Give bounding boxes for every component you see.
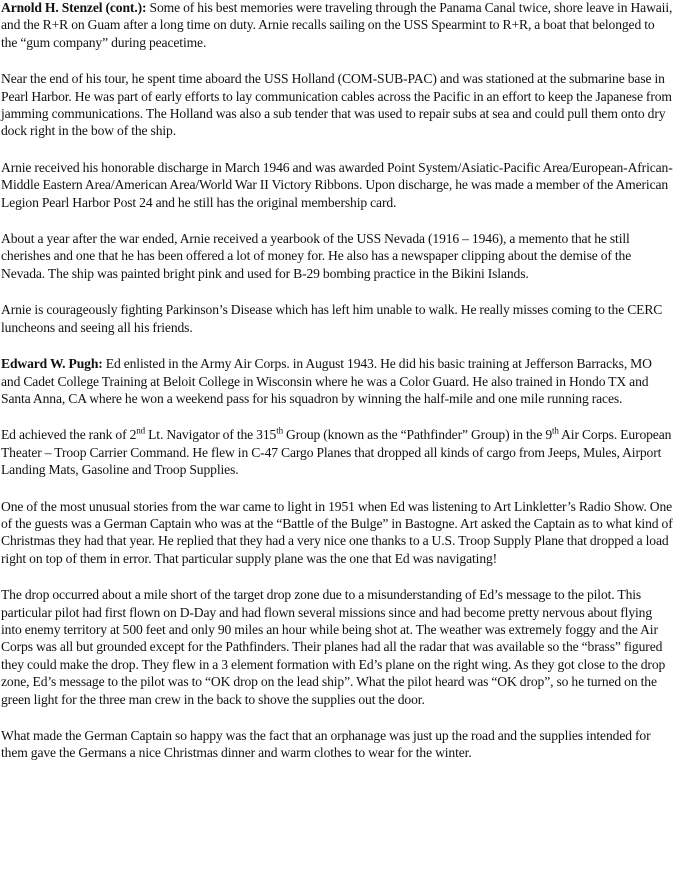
ordinal-superscript: nd: [136, 425, 146, 436]
paragraph-text: Ed enlisted in the Army Air Corps. in August 1943. He did his basic training at Jefferson Barracks, MO and Cadet College Training at Beloit College in Wisconsin where he was a Color Guard. He also trained in Hondo TX and Santa Anna, CA where he won a weekend pass for his squadron by winning the half-mile and one mile running races.: [1, 356, 652, 406]
paragraph-text: Air Corps. European Theater – Troop Carrier Command. He flew in C-47 Cargo Planes that dropped all kinds of cargo from Jeeps, Mules, Airport Landing Mats, Gasoline and Troop Supplies.: [1, 427, 672, 478]
person-name-stenzel: Arnold H. Stenzel (cont.):: [1, 0, 147, 15]
paragraph-discharge: [1, 159, 673, 211]
paragraph-uss-nevada-yearbook: [1, 230, 673, 282]
paragraph-parkinsons: [1, 301, 673, 336]
person-name-pugh: Edward W. Pugh:: [1, 356, 103, 372]
paragraph-text: Arnie is courageously fighting Parkinson’s Disease which has left him unable to walk. He really misses coming to the CERC luncheons and seeing all his friends.: [1, 302, 663, 335]
paragraph-text: Ed achieved the rank of 2: [1, 427, 137, 443]
paragraph-text: Arnie received his honorable discharge in March 1946 and was awarded Point System/Asiatic-Pacific Area/European-African-Middle Eastern Area/American Area/World War II Victory Ribbons. Upon discharge, he was made a member of the American Legion Pearl Harbor Post 24 and he still has the original membership card.: [1, 159, 673, 210]
ordinal-superscript: th: [552, 425, 559, 436]
paragraph-the-drop: [1, 586, 673, 708]
paragraph-pugh-rank: [1, 426, 673, 478]
paragraph-pugh-enlistment: [1, 355, 673, 407]
ordinal-superscript: th: [276, 425, 283, 436]
paragraph-radio-show-story: [1, 498, 673, 568]
paragraph-text: One of the most unusual stories from the war came to light in 1951 when Ed was listening to Art Linkletter’s Radio Show. One of the guests was a German Captain who was at the “Battle of the Bulge” in Bastogne. Art asked the Captain as to what kind of Christmas they had that year. He replied that they had a very nice one thanks to a U.S. Troop Supply Plane that dropped a load right on top of them in error. That particular supply plane was the one that Ed was navigating!: [1, 498, 673, 566]
paragraph-text: Lt. Navigator of the 315: [145, 427, 277, 443]
paragraph-uss-holland: [1, 70, 673, 140]
paragraph-orphanage: [1, 727, 673, 762]
paragraph-stenzel-memories: [1, 0, 673, 51]
paragraph-text: Some of his best memories were traveling through the Panama Canal twice, shore leave in Hawaii, and the R+R on Guam after a long time on duty. Arnie recalls sailing on the USS Spearmint to R+R, a boat that belonged to the “gum company” during peacetime.: [1, 0, 673, 50]
paragraph-text: Near the end of his tour, he spent time aboard the USS Holland (COM-SUB-PAC) and was stationed at the submarine base in Pearl Harbor. He was part of early efforts to lay communication cables across the Pacific in an effort to keep the Japanese from jamming communications. The Holland was also a sub tender that was used to repair subs at sea and could pull them onto dry dock right in the bow of the ship.: [1, 71, 672, 139]
paragraph-text: What made the German Captain so happy was the fact that an orphanage was just up the road and the supplies intended for them gave the Germans a nice Christmas dinner and warm clothes to wear for the winter.: [1, 728, 651, 761]
paragraph-text: Group (known as the “Pathfinder” Group) in the 9: [282, 427, 553, 443]
paragraph-text: The drop occurred about a mile short of the target drop zone due to a misunderstanding of Ed’s message to the pilot. This particular pilot had first flown on D-Day and had flown several missions since and had become pretty nervous about flying into enemy territory at 500 feet and only 90 miles an hour while being shot at. The weather was extremely foggy and the Air Corps was all but grounded except for the Pathfinders. Their planes had all the radar that was available so the “brass” figured they could make the drop. They flew in a 3 element formation with Ed’s plane on the right wing. As they got close to the drop zone, Ed’s message to the pilot was to “OK drop on the lead ship”. What the pilot heard was “OK drop”, so he turned on the green light for the three man crew in the back to shove the supplies out the door.: [1, 587, 666, 707]
paragraph-text: About a year after the war ended, Arnie received a yearbook of the USS Nevada (1916 – 1946), a memento that he still cherishes and one that he has been offered a lot of money for. He also has a newspaper clipping about the demise of the Nevada. The ship was painted bright pink and used for B-29 bombing practice in the Bikini Islands.: [1, 231, 632, 281]
